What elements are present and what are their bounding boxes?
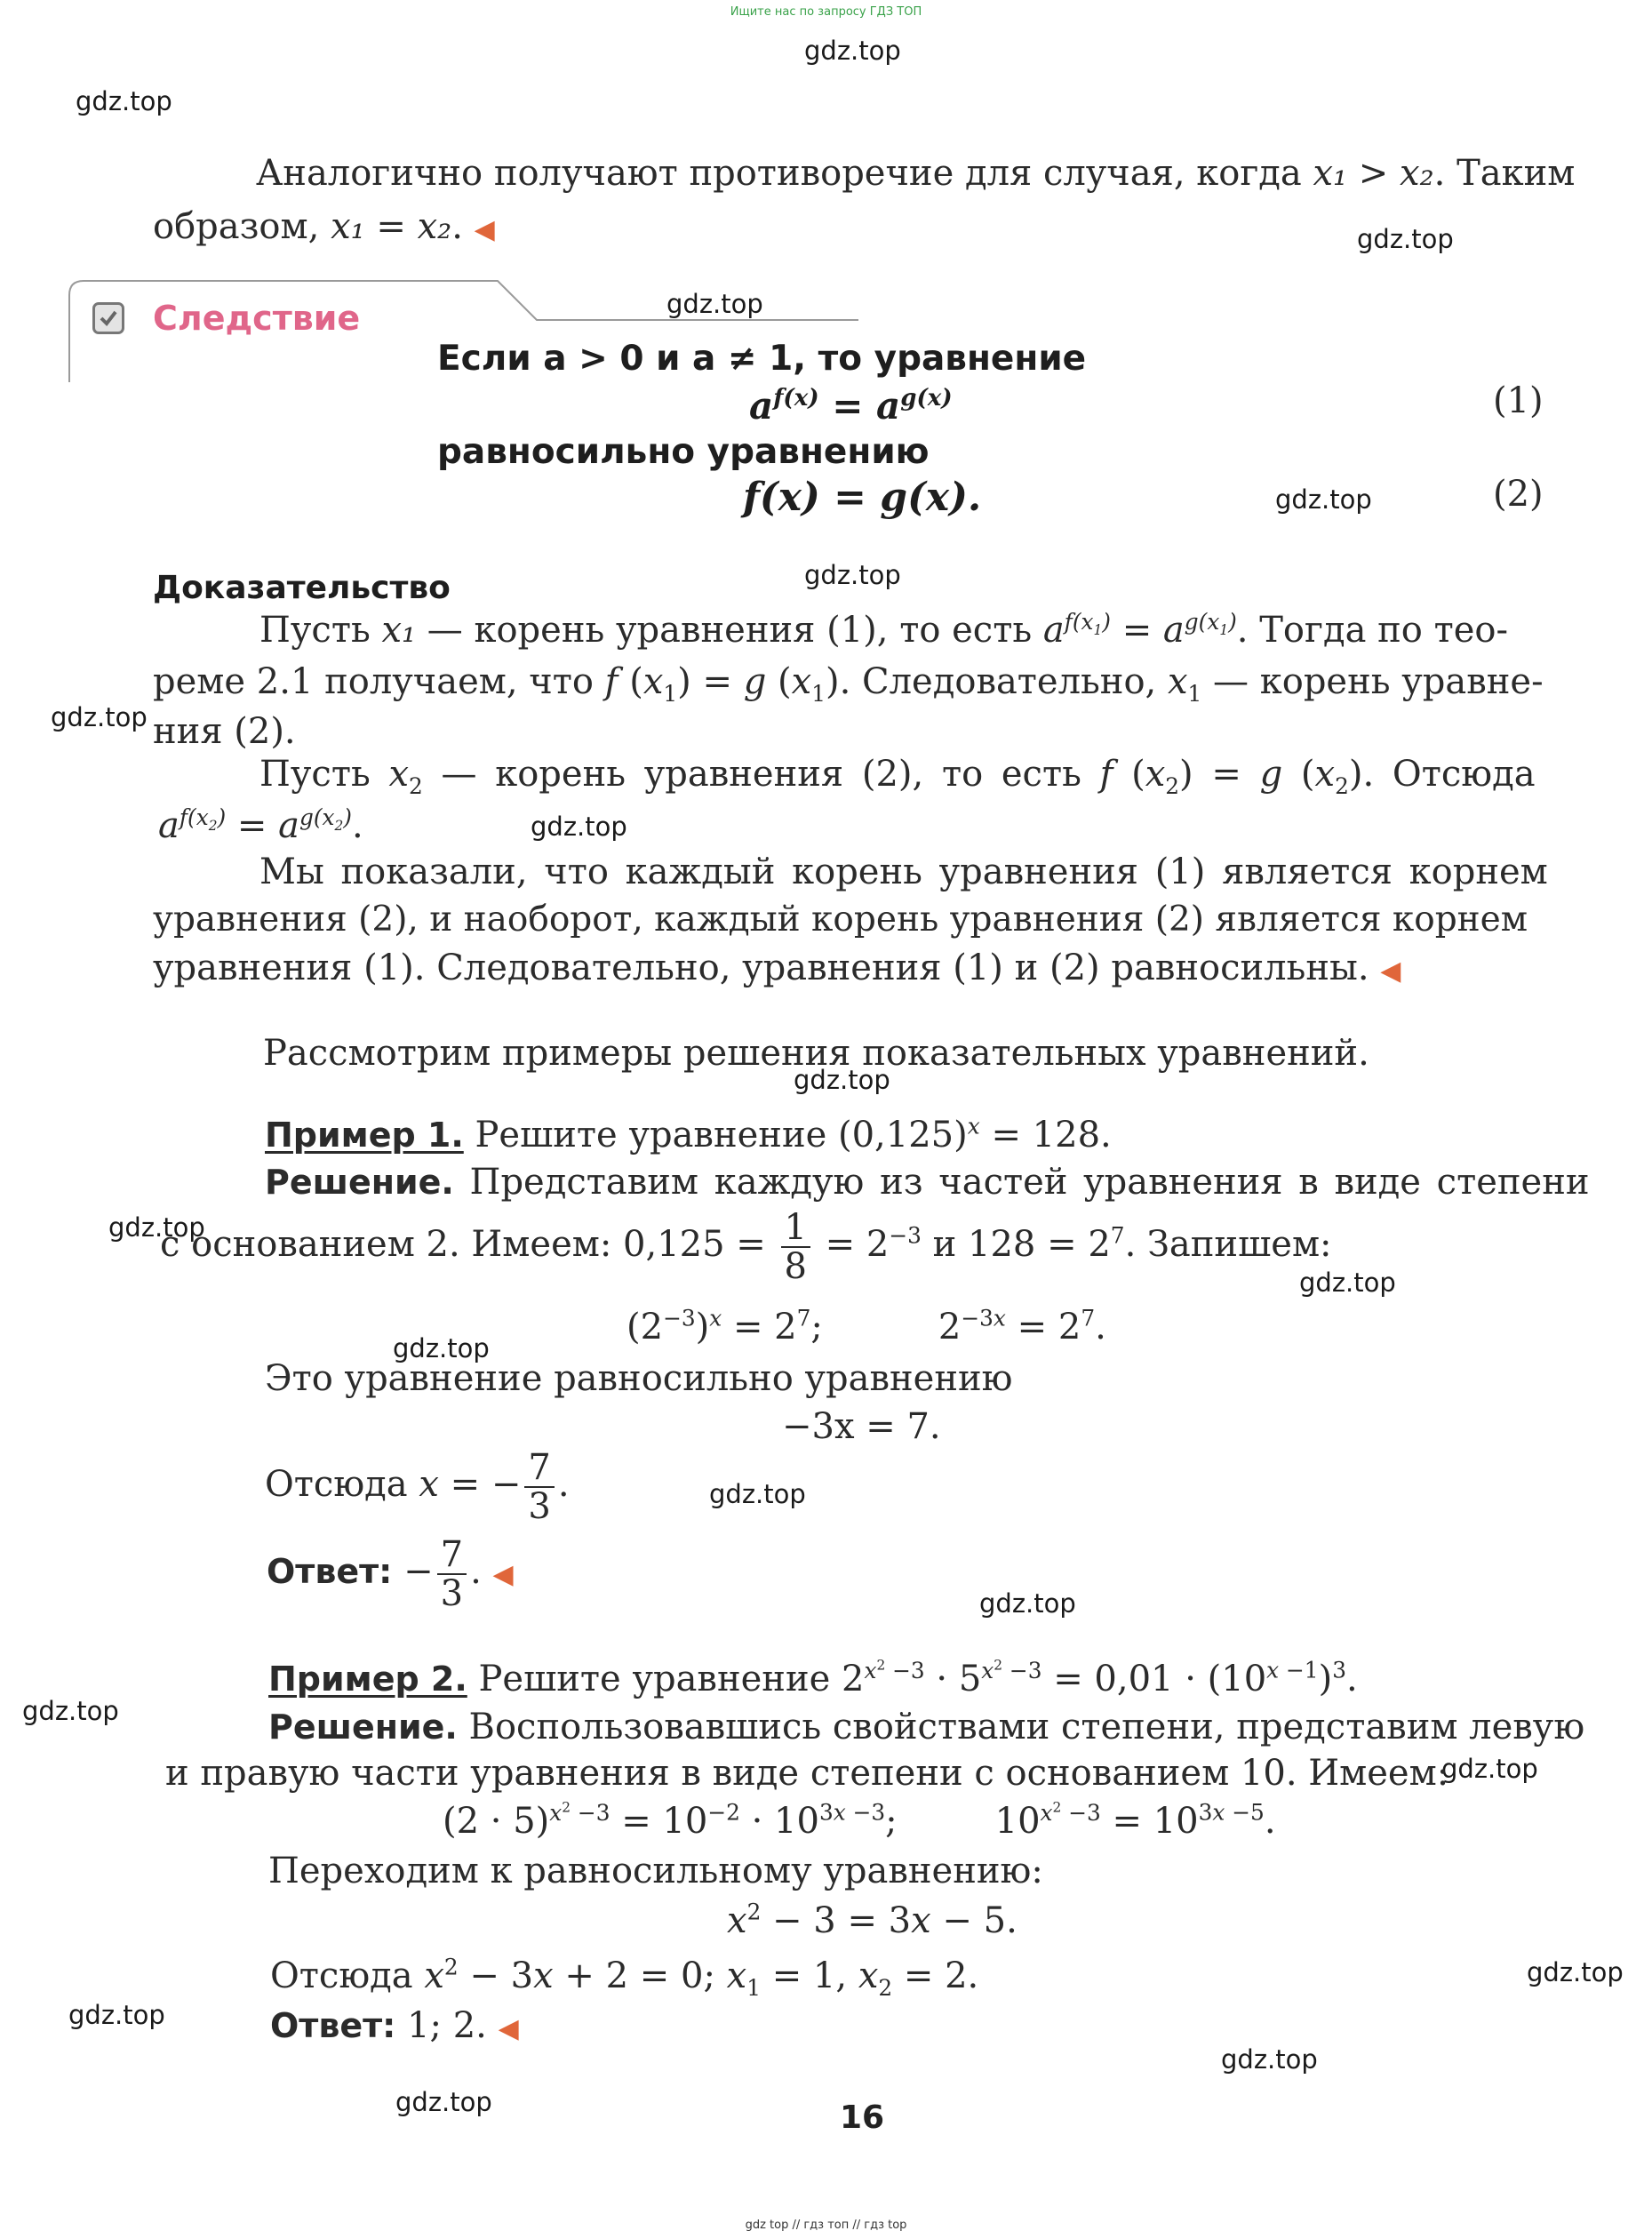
proof-text: — корень уравнения (2), то есть (422, 754, 1100, 795)
end-of-proof-icon: ◀ (474, 214, 495, 245)
watermark: gdz.top (51, 702, 148, 732)
watermark: gdz.top (1299, 1267, 1396, 1298)
solution-text: Воспользовавшись свойствами степени, представим левую (457, 1707, 1585, 1747)
end-of-solution-icon: ◀ (498, 2013, 519, 2044)
solution-text: = (813, 1224, 866, 1265)
watermark: gdz.top (531, 812, 627, 842)
watermark: gdz.top (393, 1333, 490, 1363)
watermark: gdz.top (804, 36, 901, 66)
intro-line-1 (256, 153, 1575, 194)
proof-text: реме 2.1 получаем, что (153, 661, 605, 702)
proof-line-2: реме 2.1 получаем, что f $(x_1) = g$ $(x_1)$. Следовательно, $x_1$ — корень уравне- (153, 661, 1544, 707)
solution-text: и 128 = (921, 1224, 1089, 1265)
check-icon (92, 302, 124, 334)
proof-text: — корень уравнения (1), то есть (416, 610, 1043, 651)
proof-heading: Доказательство (153, 570, 451, 606)
equation-number-1: (1) (1493, 380, 1544, 421)
watermark: gdz.top (1357, 224, 1454, 254)
end-of-proof-icon: ◀ (1380, 956, 1401, 987)
example1-task-text: Решите уравнение (463, 1115, 838, 1155)
proof-line-5: $a^{f(x_2)} = a^{g(x_2)}$. (158, 804, 363, 846)
proof-text: . Отсюда (1362, 754, 1536, 795)
example1-equivalence: Это уравнение равносильно уравнению (265, 1358, 1013, 1399)
example2-task: Пример 2. Решите уравнение $2^{x^2 -3} \cdot 5^{x^2 -3} = 0,01 \cdot (10^{x -1})^3$. (268, 1657, 1358, 1699)
watermark: gdz.top (108, 1212, 205, 1243)
example1-linear-eq: −3x = 7. (782, 1406, 941, 1447)
example2-transition: Переходим к равносильному уравнению: (268, 1851, 1043, 1891)
corollary-eq-2: f(x) = g(x). (743, 475, 982, 520)
example2-hence: Отсюда $x^2 - 3x + 2 = 0$; $x_1 = 1$, $x_2 = 2$. (270, 1954, 979, 2001)
intro-line-2 (153, 206, 495, 247)
watermark: gdz.top (709, 1479, 806, 1509)
fraction-seven-thirds: $\frac{7}{3}$ (524, 1449, 554, 1525)
example1-hence: Отсюда x = − $\frac{7}{3}$ . (265, 1447, 570, 1527)
intro-relation: x₁ > x₂ (1313, 153, 1434, 194)
example2-answer (270, 2005, 519, 2046)
proof-text: — корень уравне- (1201, 661, 1544, 702)
watermark: gdz.top (1275, 484, 1372, 515)
end-of-solution-icon: ◀ (492, 1559, 514, 1590)
answer-label: Ответ: (270, 2006, 396, 2045)
solution-text: Отсюда (270, 1955, 425, 1996)
watermark: gdz.top (979, 1588, 1076, 1619)
fraction-one-eighth: $\frac{1}{8}$ (781, 1209, 810, 1285)
proof-line-8 (153, 948, 1401, 988)
example1-answer: Ответ: − $\frac{7}{3}$ . ◀ (267, 1534, 514, 1614)
solution-text: . Запишем: (1124, 1224, 1332, 1265)
example1-task: Пример 1. Решите уравнение $(0,125)^x = 128$. (265, 1113, 1112, 1155)
answer-label: Ответ: (267, 1552, 393, 1591)
proof-variable: x₁ (381, 610, 417, 651)
example2-equivalent-eq: $x^2 - 3 = 3x - 5$. (727, 1899, 1018, 1941)
proof-text: . Следовательно, (839, 661, 1168, 702)
watermark: gdz.top (804, 560, 901, 590)
proof-text: . Тогда по тео- (1236, 610, 1508, 651)
corollary-title: Следствие (153, 299, 361, 338)
example1-line-2: с основанием 2. Имеем: 0,125 = $\frac{1}{8}$ = $2^{-3}$ и $128 = 2^7$. Запишем: (160, 1207, 1332, 1287)
watermark: gdz.top (1221, 2044, 1318, 2075)
proof-line-6: Мы показали, что каждый корень уравнения (1) является корнем (259, 852, 1548, 892)
example2-label: Пример 2. (268, 1659, 467, 1699)
example2-line-2: и правую части уравнения в виде степени с основанием 10. Имеем: (165, 1753, 1449, 1794)
header-note: Ищите нас по запросу ГДЗ ТОП (730, 5, 922, 19)
examples-intro: Рассмотрим примеры решения показательных уравнений. (263, 1033, 1369, 1074)
intro-relation: x₁ = x₂ (331, 206, 452, 247)
watermark: gdz.top (1441, 1754, 1538, 1784)
intro-text: . (451, 206, 463, 247)
equation-number-2: (2) (1493, 474, 1544, 515)
proof-text: уравнения (1). Следовательно, уравнения (1) и (2) равносильны. (153, 948, 1369, 988)
answer-value: 1; 2. (395, 2005, 487, 2046)
watermark: gdz.top (68, 2000, 165, 2030)
example1-label: Пример 1. (265, 1116, 464, 1155)
intro-text: Аналогично получают противоречие для случая, когда (256, 153, 1313, 194)
proof-line-7: уравнения (2), и наоборот, каждый корень уравнения (2) является корнем (153, 900, 1528, 940)
watermark: gdz.top (666, 289, 763, 319)
watermark: gdz.top (395, 2087, 492, 2117)
fraction-seven-thirds: $\frac{7}{3}$ (437, 1536, 467, 1612)
intro-text: образом, (153, 206, 331, 247)
example1-solution (265, 1162, 1590, 1203)
example2-solution (268, 1707, 1584, 1747)
intro-text: . Таким (1433, 153, 1576, 194)
watermark: gdz.top (794, 1065, 890, 1095)
page-number: 16 (840, 2099, 885, 2136)
proof-line-1: Пусть x₁ — корень уравнения (1), то есть $a^{f(x_1)} = a^{g(x_1)}$. Тогда по тео- (259, 608, 1508, 651)
corollary-line-1: Если a > 0 и a ≠ 1, то уравнение (437, 339, 1087, 379)
proof-text: Пусть (259, 610, 382, 651)
proof-text: Пусть (259, 754, 389, 795)
footer-note: gdz top // гдз топ // гдз top (745, 2219, 907, 2232)
solution-text: с основанием 2. Имеем: 0,125 = (160, 1224, 778, 1265)
watermark: gdz.top (22, 1696, 119, 1726)
solution-text: Представим каждую из частей уравнения в виде степени (453, 1162, 1590, 1203)
watermark: gdz.top (1527, 1957, 1624, 1987)
example2-equations: $(2 \cdot 5)^{x^2 -3} = 10^{-2} \cdot 10^{3x -3}$; $10^{x^2 -3} = 10^{3x -5}$. (443, 1799, 1276, 1842)
solution-text: Отсюда (265, 1464, 419, 1505)
solution-label: Решение. (265, 1163, 454, 1202)
example1-equations: $(2^{-3})^x = 2^7$; $2^{-3x} = 2^7$. (626, 1305, 1106, 1347)
proof-line-3: ния (2). (153, 711, 296, 752)
proof-line-4: Пусть $x_2$ — корень уравнения (2), то есть f $(x_2) = g$ $(x_2)$. Отсюда (259, 754, 1536, 799)
watermark: gdz.top (76, 86, 172, 116)
corollary-line-2: равносильно уравнению (437, 432, 930, 472)
solution-label: Решение. (268, 1707, 458, 1747)
corollary-eq-1: $a^{f(x)} = a^{g(x)}$ (749, 384, 953, 428)
example2-task-text: Решите уравнение (467, 1659, 842, 1699)
